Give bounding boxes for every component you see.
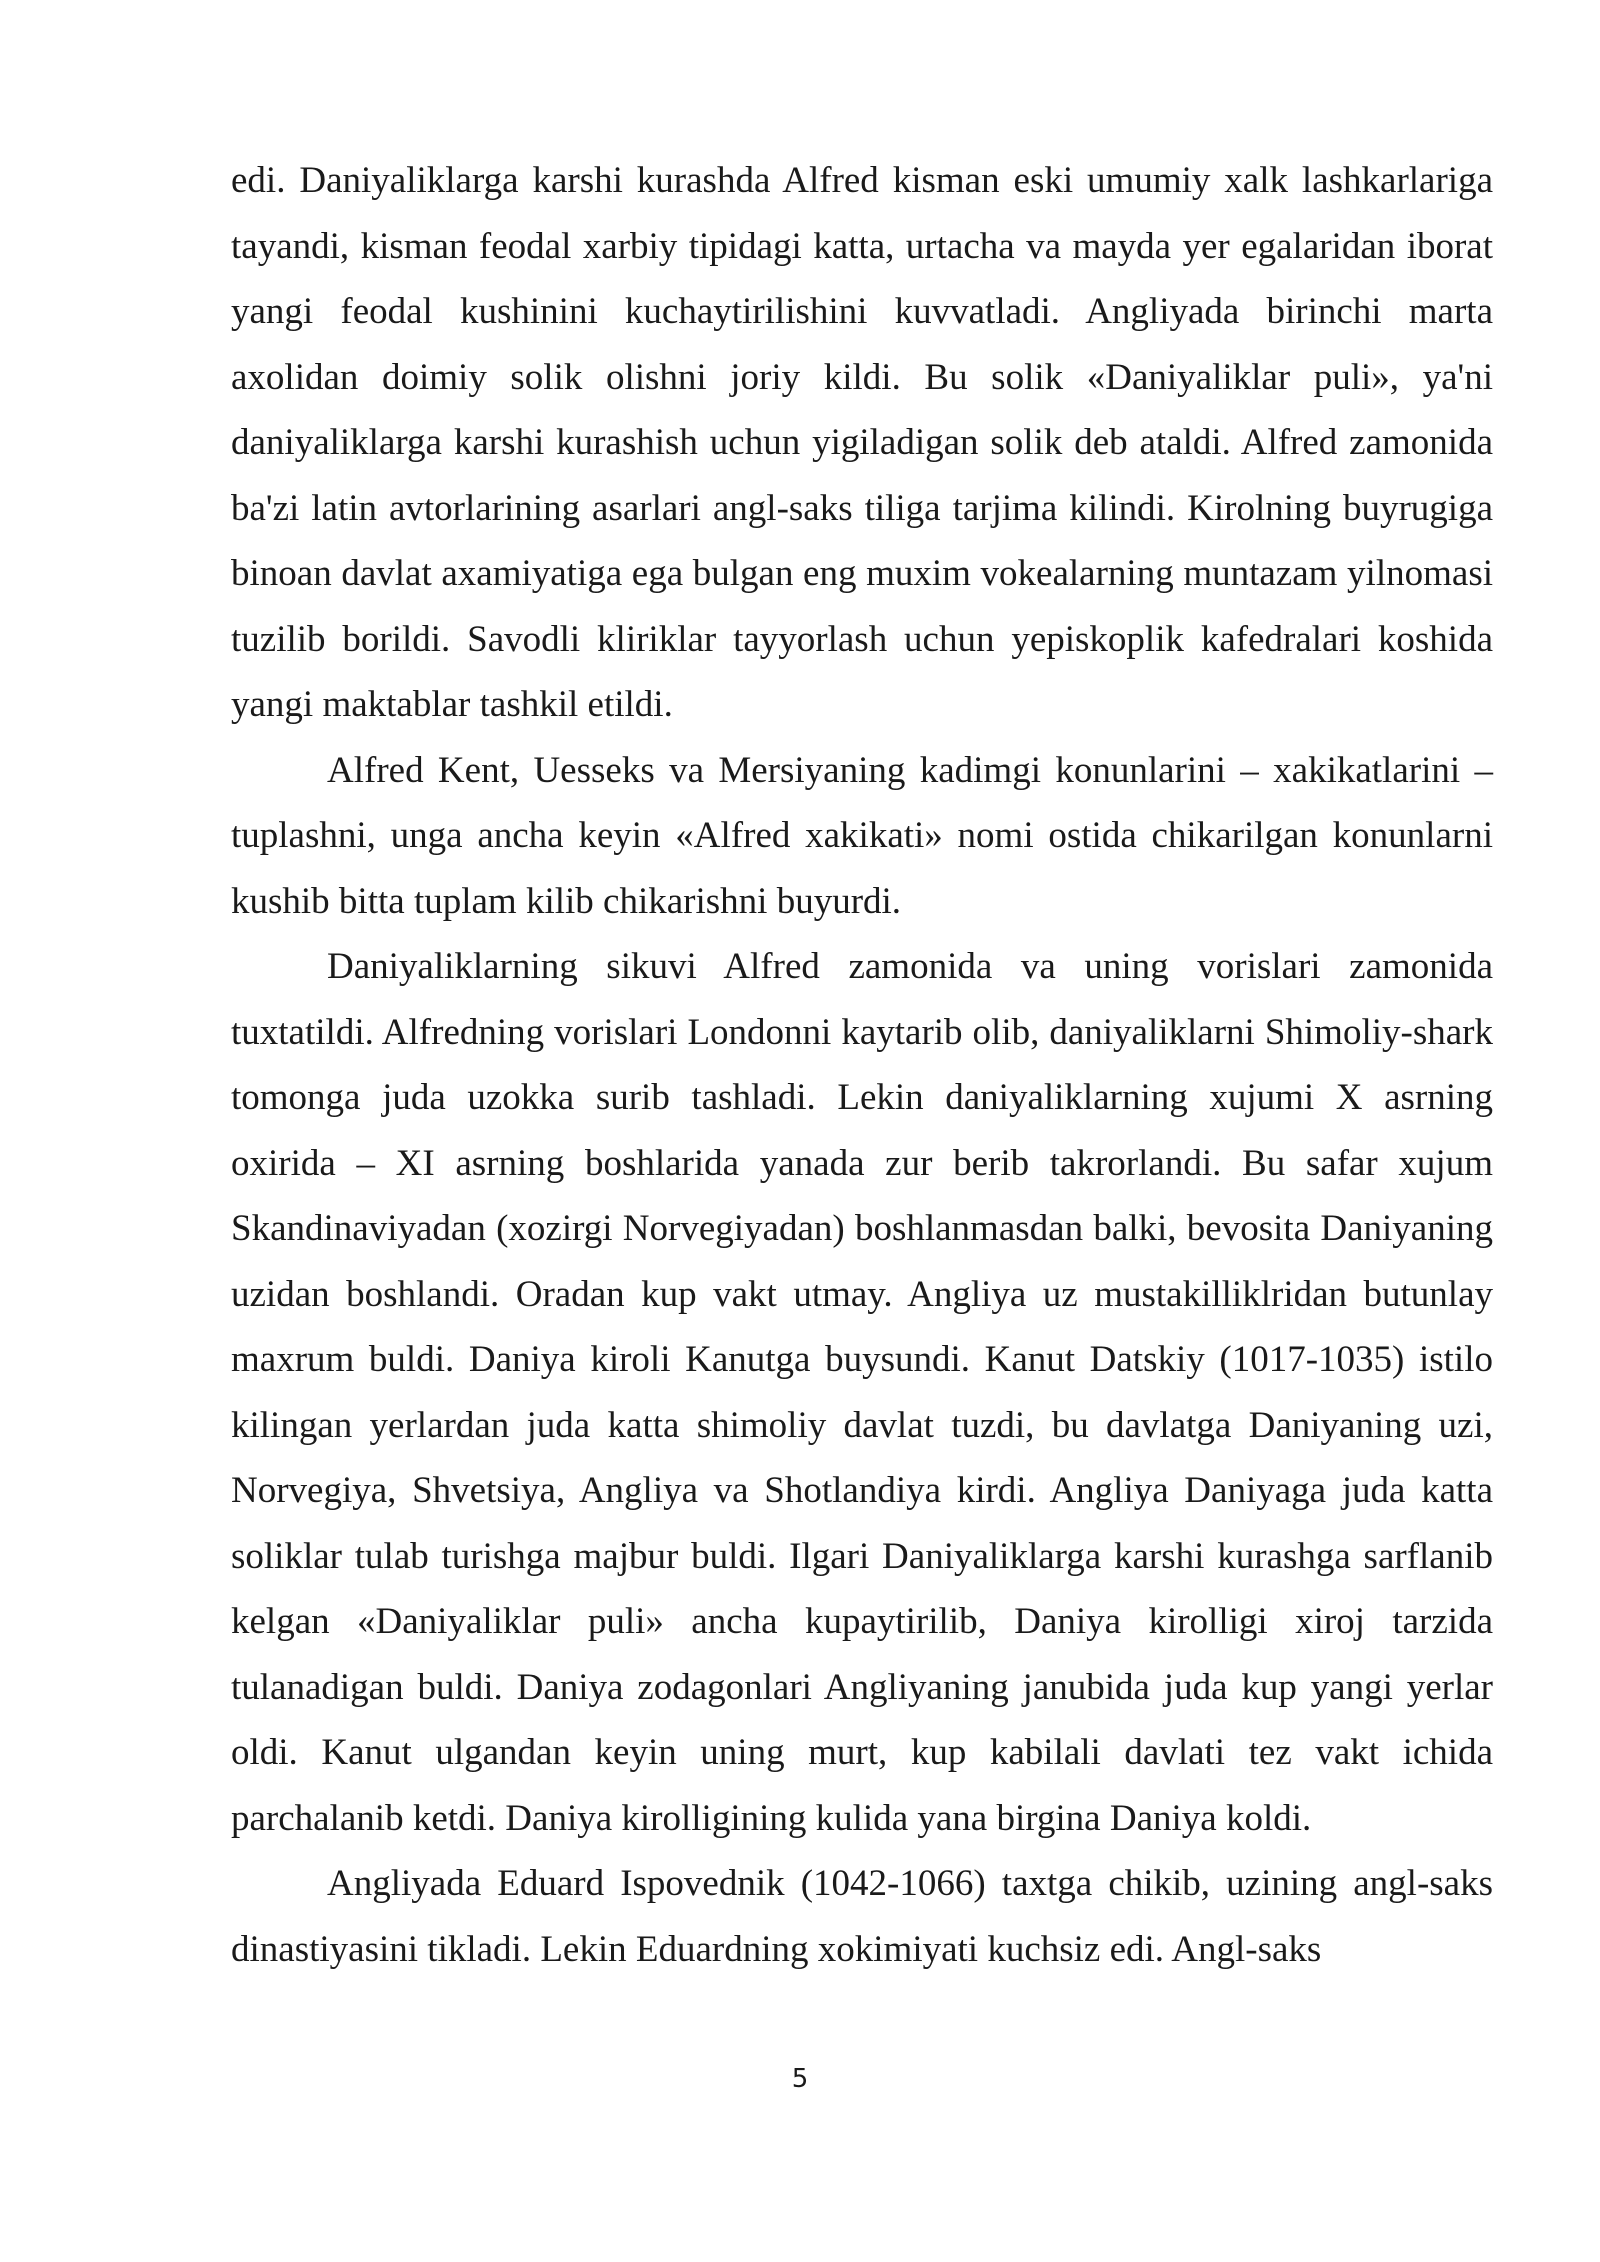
body-text	[231, 148, 1493, 1982]
paragraph-2: Alfred Kent, Uesseks va Mersiyaning kadimgi konunlarini – xakikatlarini – tuplashni, unga ancha keyin «Alfred xakikati» nomi ostida chikarilgan konunlarni kushib bitta tuplam kilib chikarishni buyurdi.	[231, 749, 1493, 922]
paragraph-1: edi. Daniyaliklarga karshi kurashda Alfred kisman eski umumiy xalk lashkarlariga tayandi, kisman feodal xarbiy tipidagi katta, urtacha va mayda yer egalaridan iborat yangi feodal kushinini kuchaytirilishini kuvvatladi. Angliyada birinchi marta axolidan doimiy solik olishni joriy kildi. Bu solik «Daniyaliklar puli», ya'ni daniyaliklarga karshi kurashish uchun yigiladigan solik deb ataldi. Alfred zamonida ba'zi latin avtorlarining asarlari angl-saks tiliga tarjima kilindi. Kirolning buyrugiga binoan davlat axamiyatiga ega bulgan eng muxim vokealarning muntazam yilnomasi tuzilib borildi. Savodli kliriklar tayyorlash uchun yepiskoplik kafedralari koshida yangi maktablar tashkil etildi.	[231, 160, 1493, 725]
page-number: 5	[791, 2064, 809, 2094]
paragraph-3: Daniyaliklarning sikuvi Alfred zamonida va uning vorislari zamonida tuxtatildi. Alfredning vorislari Londonni kaytarib olib, daniyaliklarni Shimoliy-shark tomonga juda uzokka surib tashladi. Lekin daniyaliklarning xujumi X asrning oxirida – XI asrning boshlarida yanada zur berib takrorlandi. Bu safar xujum Skandinaviyadan (xozirgi Norvegiyadan) boshlanmasdan balki, bevosita Daniyaning uzidan boshlandi. Oradan kup vakt utmay. Angliya uz mustakilliklridan butunlay maxrum buldi. Daniya kiroli Kanutga buysundi. Kanut Datskiy (1017-1035) istilo kilingan yerlardan juda katta shimoliy davlat tuzdi, bu davlatga Daniyaning uzi, Norvegiya, Shvetsiya, Angliya va Shotlandiya kirdi. Angliya Daniyaga juda katta soliklar tulab turishga majbur buldi. Ilgari Daniyaliklarga karshi kurashga sarflanib kelgan «Daniyaliklar puli» ancha kupaytirilib, Daniya kirolligi xiroj tarzida tulanadigan buldi. Daniya zodagonlari Angliyaning janubida juda kup yangi yerlar oldi. Kanut ulgandan keyin uning murt, kup kabilali davlati tez vakt ichida parchalanib ketdi. Daniya kirolligining kulida yana birgina Daniya koldi.	[231, 946, 1493, 1839]
paragraph-4: Angliyada Eduard Ispovednik (1042-1066) taxtga chikib, uzining angl-saks dinastiyasini tikladi. Lekin Eduardning xokimiyati kuchsiz edi. Angl-saks	[231, 1863, 1493, 1970]
